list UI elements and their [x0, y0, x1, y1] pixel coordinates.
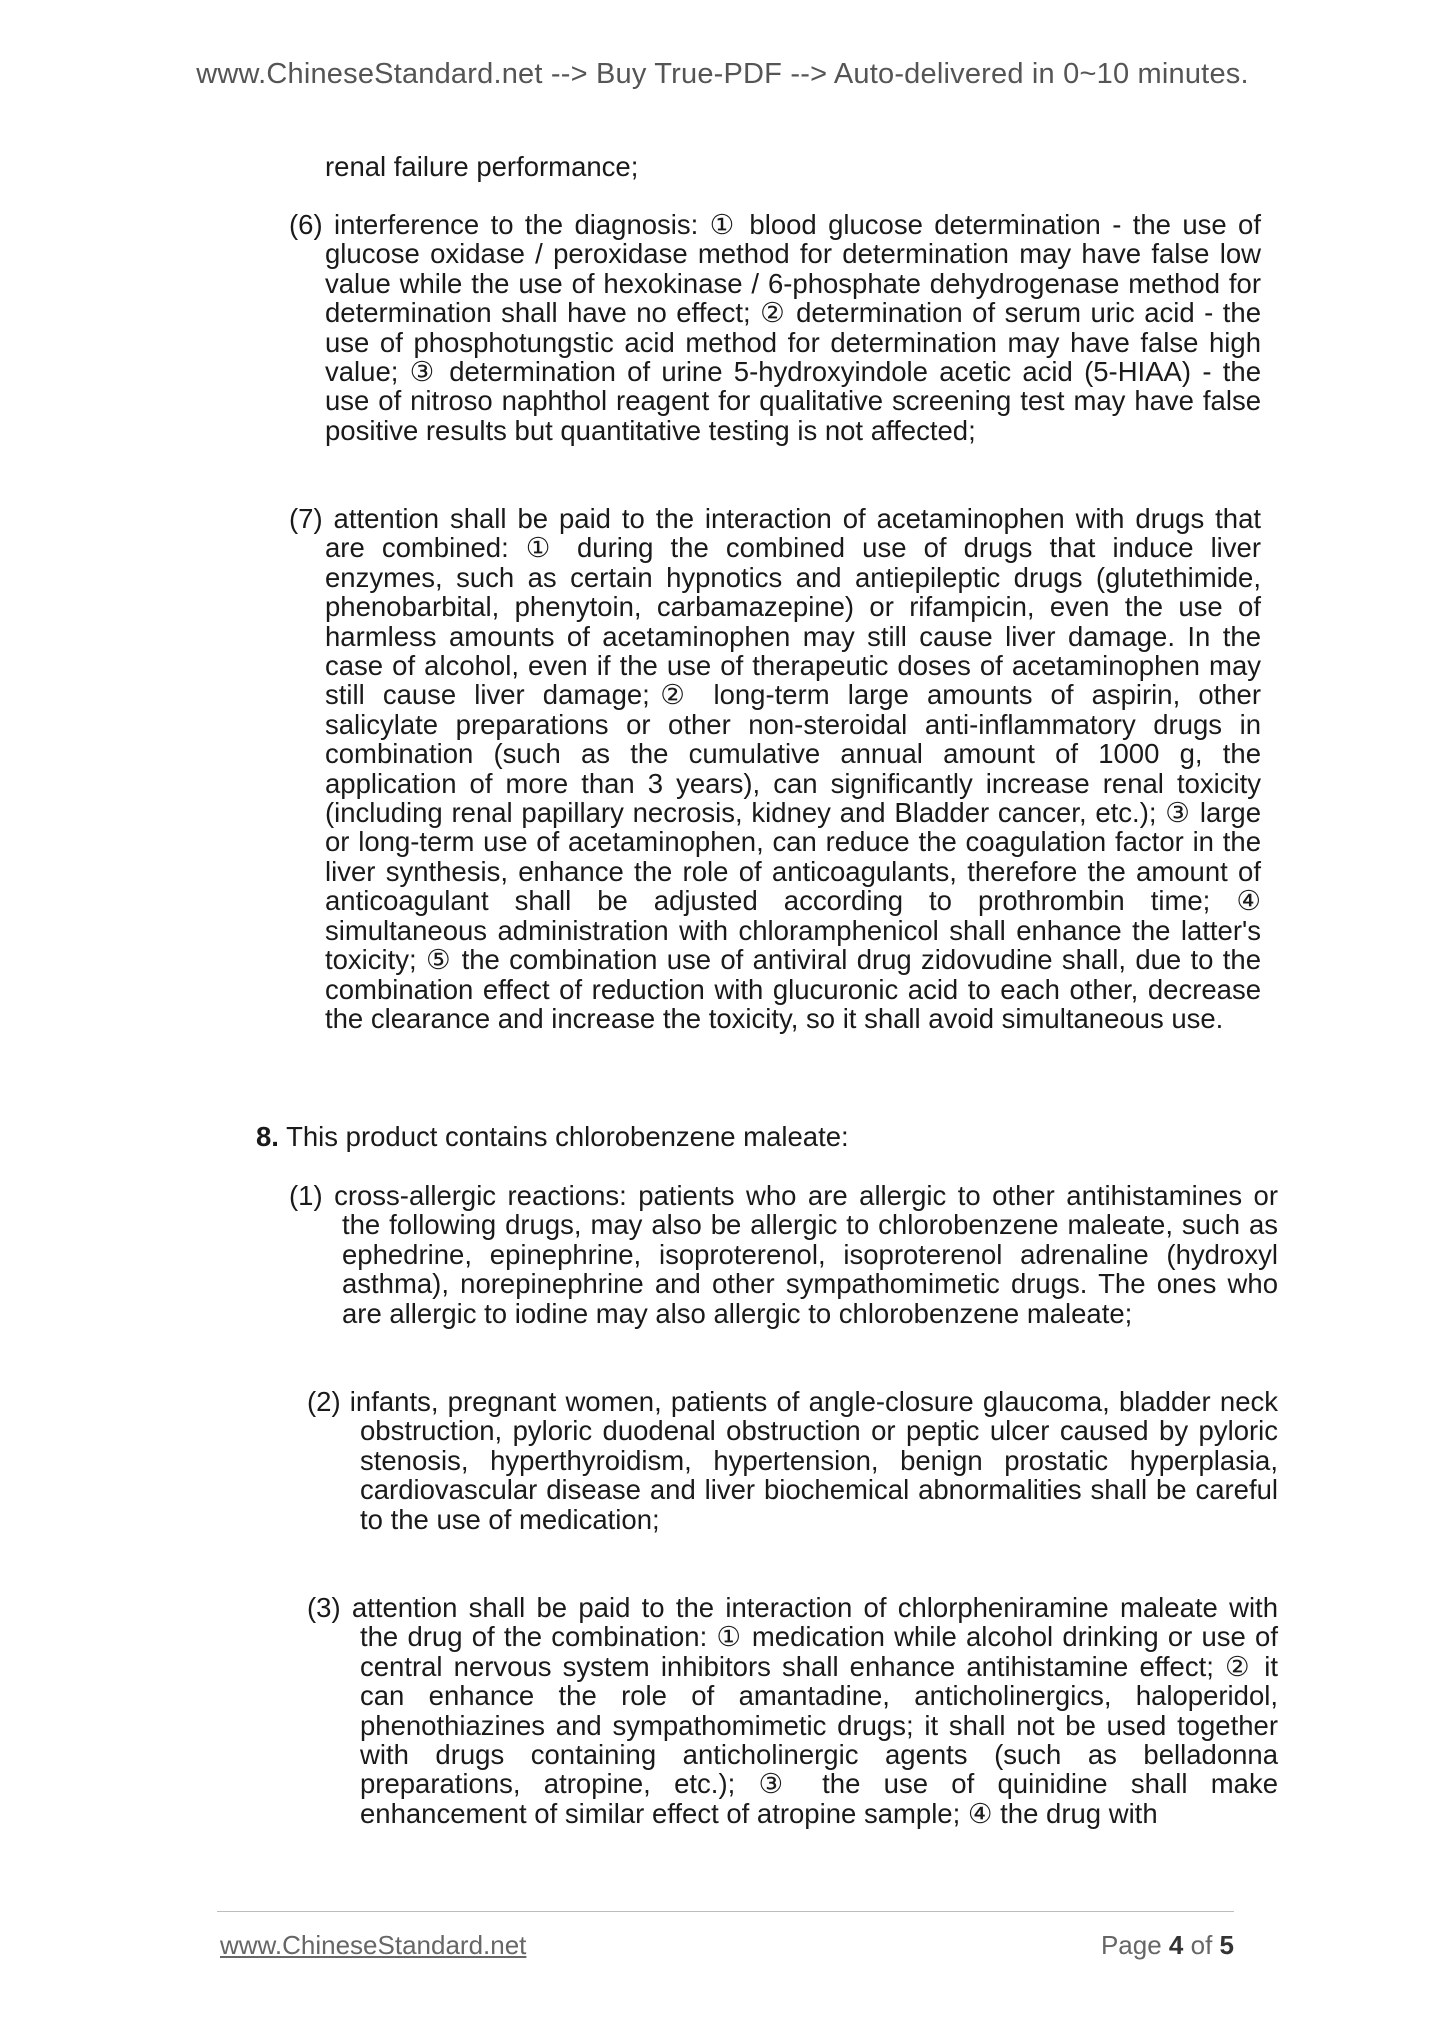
page-of: of [1190, 1930, 1213, 1960]
list-item-6: (6) interference to the diagnosis: ① blood glucose determination - the use of glucose oxidase / peroxidase method for determination may have false low value while the use of hexokinase / 6-phosphate dehydrogenase method for determination shall have no effect; ② determination of serum uric acid - the use of phosphotungstic acid method for determination may have false high value; ③ determination of urine 5-hydroxyindole acetic acid (5-HIAA) - the use of nitroso naphthol reagent for qualitative screening test may have false positive results but quantitative testing is not affected; [289, 209, 1261, 446]
section-title: This product contains chlorobenzene maleate: [286, 1121, 849, 1152]
section-8-heading [256, 1122, 1225, 1151]
page-current: 4 [1168, 1930, 1184, 1960]
footer-site-link[interactable]: www.ChineseStandard.net [220, 1930, 527, 1960]
page-header-banner: www.ChineseStandard.net --> Buy True-PDF --> Auto-delivered in 0~10 minutes. [196, 58, 1249, 90]
list-item-8-1: (1) cross-allergic reactions: patients who are allergic to other antihistamines or the following drugs, may also be allergic to chlorobenzene maleate, such as ephedrine, epinephrine, isoproterenol, isoproterenol adrenaline (hydroxyl asthma), norepinephrine and other sympathomimetic drugs. The ones who are allergic to iodine may also allergic to chlorobenzene maleate; [289, 1180, 1278, 1329]
footer-divider [217, 1911, 1234, 1912]
list-item-8-3: (3) attention shall be paid to the interaction of chlorpheniramine maleate with the drug of the combination: ① medication while alcohol drinking or use of central nervous system inhibitors shall enhance antihistamine effect; ② it can enhance the role of amantadine, anticholinergics, haloperidol, phenothiazines and sympathomimetic drugs; it shall not be used together with drugs containing anticholinergic agents (such as belladonna preparations, atropine, etc.); ③ the use of quinidine shall make enhancement of similar effect of atropine sample; ④ the drug with [307, 1592, 1278, 1829]
page-total: 5 [1219, 1930, 1234, 1960]
list-item-7: (7) attention shall be paid to the interaction of acetaminophen with drugs that are combined: ① during the combined use of drugs that induce liver enzymes, such as certain hypnotics and antiepileptic drugs (glutethimide, phenobarbital, phenytoin, carbamazepine) or rifampicin, even the use of harmless amounts of acetaminophen may still cause liver damage. In the case of alcohol, even if the use of therapeutic doses of acetaminophen may still cause liver damage;② long-term large amounts of aspirin, other salicylate preparations or other non-steroidal anti-inflammatory drugs in combination (such as the cumulative annual amount of 1000 g, the application of more than 3 years), can significantly increase renal toxicity (including renal papillary necrosis, kidney and Bladder cancer, etc.); ③ large or long-term use of acetaminophen, can reduce the coagulation factor in the liver synthesis, enhance the role of anticoagulants, therefore the amount of anticoagulant shall be adjusted according to prothrombin time; ④ simultaneous administration with chloramphenicol shall enhance the latter's toxicity; ⑤ the combination use of antiviral drug zidovudine shall, due to the combination effect of reduction with glucuronic acid to each other, decrease the clearance and increase the toxicity, so it shall avoid simultaneous use. [289, 503, 1261, 1034]
continuation-text: renal failure performance; [325, 151, 639, 182]
section-number: 8. [256, 1121, 279, 1152]
list-item-8-2: (2) infants, pregnant women, patients of angle-closure glaucoma, bladder neck obstruction, pyloric duodenal obstruction or peptic ulcer caused by pyloric stenosis, hyperthyroidism, hypertension, benign prostatic hyperplasia, cardiovascular disease and liver biochemical abnormalities shall be careful to the use of medication; [307, 1386, 1278, 1535]
page-number [1101, 1930, 1234, 1961]
page-prefix: Page [1100, 1930, 1162, 1960]
